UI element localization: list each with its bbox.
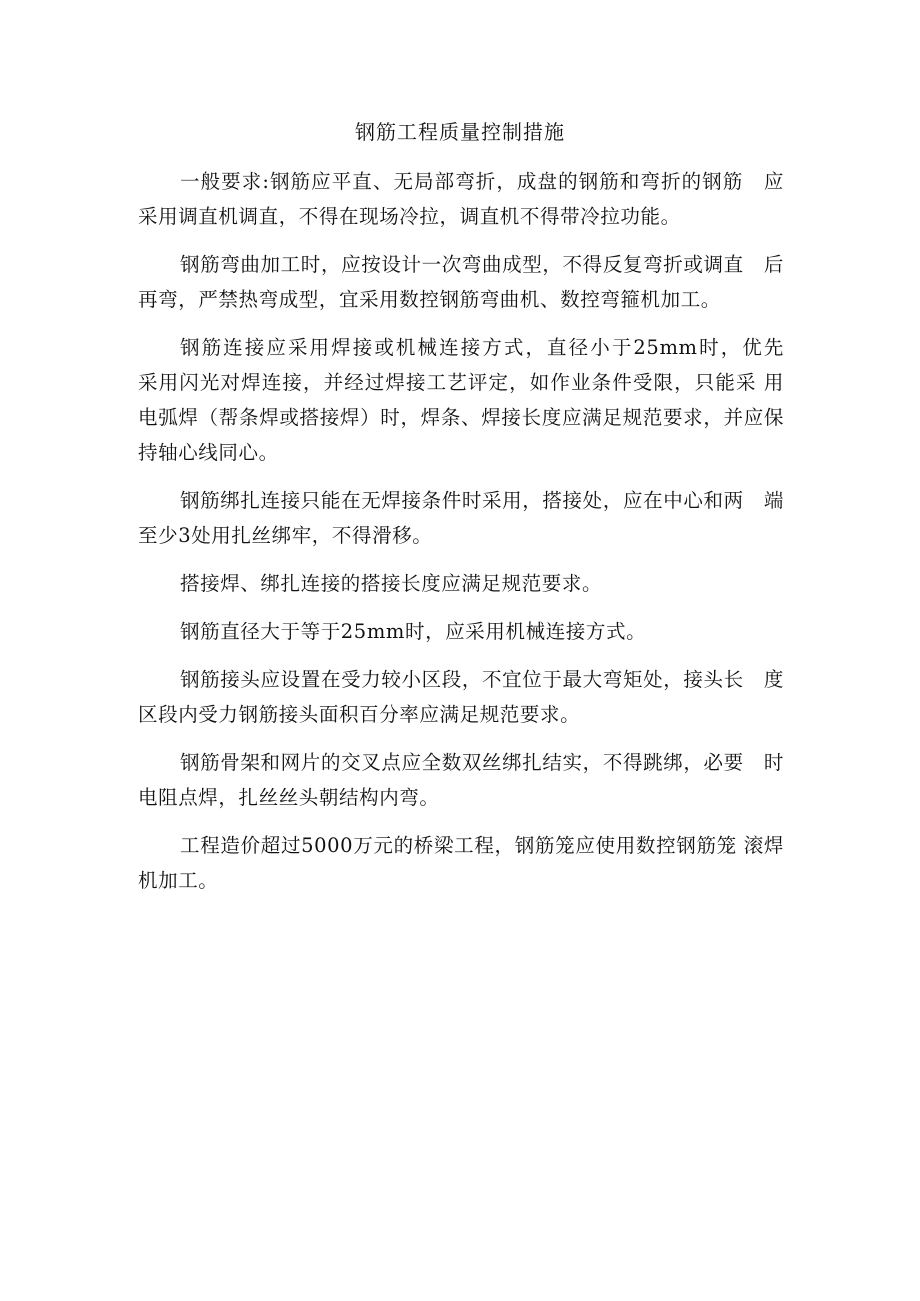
paragraph-large-diameter: 钢筋直径大于等于25mm时，应采用机械连接方式。 [180, 620, 647, 643]
document-body [138, 164, 805, 911]
paragraph-joint-placement: 钢筋接头应设置在受力较小区段，不宜位于最大弯矩处，接头长 度区段内受力钢筋接头面积百分率应满足规范要求。 [138, 668, 784, 726]
paragraph-connection-methods: 钢筋连接应采用焊接或机械连接方式，直径小于25mm时，优先 采用闪光对焊连接，并经过焊接工艺评定，如作业条件受限，只能采 用电弧焊（帮条焊或搭接焊）时，焊条、焊接长度应满足规范要求，并应保持轴心线同心。 [138, 336, 805, 464]
paragraph-binding-connection: 钢筋绑扎连接只能在无焊接条件时采用，搭接处，应在中心和两 端至少3处用扎丝绑牢，不得滑移。 [138, 489, 784, 547]
document-title: 钢筋工程质量控制措施 [355, 120, 565, 144]
paragraph-lap-length: 搭接焊、绑扎连接的搭接长度应满足规范要求。 [180, 572, 603, 595]
paragraph-general-requirements: 一般要求:钢筋应平直、无局部弯折，成盘的钢筋和弯折的钢筋 应采用调直机调直，不得在现场冷拉，调直机不得带冷拉功能。 [138, 170, 784, 228]
paragraph-bending-processing: 钢筋弯曲加工时，应按设计一次弯曲成型，不得反复弯折或调直 后再弯，严禁热弯成型，宜采用数控钢筋弯曲机、数控弯箍机加工。 [138, 253, 784, 311]
paragraph-cage-mesh-binding: 钢筋骨架和网片的交叉点应全数双丝绑扎结实，不得跳绑，必要 时电阻点焊，扎丝丝头朝结构内弯。 [138, 751, 784, 809]
paragraph-bridge-cage-welding: 工程造价超过5000万元的桥梁工程，钢筋笼应使用数控钢筋笼 滚焊机加工。 [138, 834, 784, 892]
